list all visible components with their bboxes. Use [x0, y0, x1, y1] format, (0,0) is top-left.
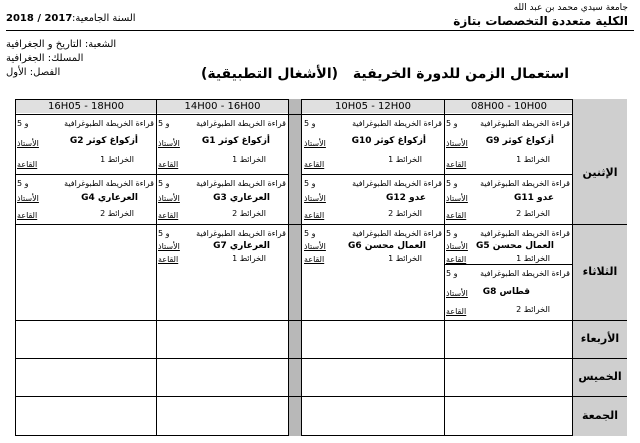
- group-name: العمال محسن G5: [475, 241, 554, 251]
- hall-name: الخرائط 1: [388, 254, 422, 263]
- session-cell: [303, 115, 444, 174]
- hall-label: القاعة: [158, 211, 179, 220]
- course-name: قراءة الخريطة الطبوغرافية: [480, 269, 570, 278]
- session-cell: [16, 115, 156, 174]
- hall-name: الخرائط 2: [516, 209, 550, 218]
- hall-name: الخرائط 1: [388, 155, 422, 164]
- group-name: العمال محسن G6: [347, 241, 426, 251]
- hall-name: الخرائط 2: [388, 209, 422, 218]
- hall-name: الخرائط 1: [232, 155, 266, 164]
- professor-label: الأستاذ: [17, 139, 39, 148]
- semester-code: و 5: [446, 179, 458, 188]
- hall-name: الخرائط 1: [232, 254, 266, 263]
- session-cell: [445, 225, 572, 264]
- professor-label: الأستاذ: [158, 139, 180, 148]
- professor-label: الأستاذ: [446, 139, 468, 148]
- hall-label: القاعة: [446, 307, 467, 316]
- professor-label: الأستاذ: [304, 139, 326, 148]
- slot-header: 08H00 - 10H00: [445, 100, 573, 113]
- slot-header: 10H05 - 12H00: [302, 100, 444, 113]
- course-name: قراءة الخريطة الطبوغرافية: [352, 119, 442, 128]
- day-wednesday: الأربعاء: [580, 332, 620, 345]
- hall-label: القاعة: [304, 160, 325, 169]
- professor-label: الأستاذ: [158, 194, 180, 203]
- grid-line: [15, 396, 627, 397]
- professor-label: الأستاذ: [446, 194, 468, 203]
- group-name: العرعاري G3: [213, 193, 270, 203]
- group-name: أزكواغ كوثر G9: [485, 136, 554, 146]
- header-divider: [6, 30, 634, 31]
- break-separator: [288, 99, 302, 436]
- hall-label: القاعة: [446, 255, 467, 264]
- session-cell: [445, 175, 572, 224]
- semester-code: و 5: [304, 229, 316, 238]
- hall-label: القاعة: [158, 160, 179, 169]
- group-name: العرعاري G4: [81, 193, 138, 203]
- day-tuesday: الثلاثاء: [582, 265, 618, 278]
- semester-code: و 5: [17, 179, 29, 188]
- track: المسلك: الجغرافية: [6, 53, 84, 64]
- hall-name: الخرائط 1: [516, 254, 550, 263]
- session-cell: [303, 225, 444, 265]
- group-name: أزكواغ كوثر G2: [69, 136, 138, 146]
- course-name: قراءة الخريطة الطبوغرافية: [480, 179, 570, 188]
- semester-code: و 5: [158, 229, 170, 238]
- hall-name: الخرائط 2: [232, 209, 266, 218]
- hall-label: القاعة: [17, 160, 38, 169]
- session-cell: [157, 175, 288, 224]
- group-name: عدو G12: [386, 193, 426, 203]
- semester-code: و 5: [446, 229, 458, 238]
- semester-code: و 5: [446, 119, 458, 128]
- semester-code: و 5: [304, 179, 316, 188]
- professor-label: الأستاذ: [158, 242, 180, 251]
- semester-code: و 5: [17, 119, 29, 128]
- group-name: قطاس G8: [482, 287, 530, 297]
- hall-label: القاعة: [446, 160, 467, 169]
- grid-line: [15, 320, 627, 321]
- semester: الفصل: الأول: [6, 67, 61, 78]
- semester-code: و 5: [158, 119, 170, 128]
- hall-name: الخرائط 1: [516, 155, 550, 164]
- page-title: [200, 66, 570, 82]
- professor-label: الأستاذ: [304, 194, 326, 203]
- session-cell: [445, 115, 572, 174]
- slot-header: 14H00 - 16H00: [157, 100, 288, 113]
- hall-label: القاعة: [446, 211, 467, 220]
- title-sub: (الأشغال التطبيقية): [200, 66, 339, 82]
- semester-code: و 5: [304, 119, 316, 128]
- semester-code: و 5: [446, 269, 458, 278]
- hall-name: الخرائط 2: [516, 305, 550, 314]
- session-cell: [303, 175, 444, 224]
- department: الشعبة: التاريخ و الجغرافية: [6, 39, 117, 50]
- session-cell: [157, 115, 288, 174]
- title-main: استعمال الزمن للدورة الخريفية: [352, 66, 570, 82]
- session-cell: [157, 225, 288, 265]
- day-thursday: الخميس: [578, 370, 622, 383]
- academic-year: 2018 / 2017: [6, 13, 73, 24]
- professor-label: الأستاذ: [446, 242, 468, 251]
- professor-label: الأستاذ: [304, 242, 326, 251]
- course-name: قراءة الخريطة الطبوغرافية: [352, 179, 442, 188]
- course-name: قراءة الخريطة الطبوغرافية: [480, 119, 570, 128]
- day-monday: الإثنين: [582, 166, 618, 179]
- course-name: قراءة الخريطة الطبوغرافية: [352, 229, 442, 238]
- slot-header: 16H05 - 18H00: [16, 100, 156, 113]
- hall-label: القاعة: [304, 211, 325, 220]
- hall-label: القاعة: [158, 255, 179, 264]
- faculty-name: الكلية متعددة التخصصات بتازة: [453, 14, 628, 28]
- group-name: أزكواغ كوثر G1: [201, 136, 270, 146]
- university-name: جامعة سيدي محمد بن عبد الله: [513, 3, 628, 13]
- day-friday: الجمعة: [581, 409, 619, 422]
- grid-line: [15, 358, 627, 359]
- group-name: أزكواغ كوثر G10: [351, 136, 426, 146]
- group-name: العرعاري G7: [213, 241, 270, 251]
- session-cell: [445, 265, 572, 320]
- professor-label: الأستاذ: [446, 289, 468, 298]
- hall-name: الخرائط 2: [100, 209, 134, 218]
- semester-code: و 5: [158, 179, 170, 188]
- hall-label: القاعة: [17, 211, 38, 220]
- group-name: عدو G11: [514, 193, 554, 203]
- hall-name: الخرائط 1: [100, 155, 134, 164]
- session-cell: [16, 175, 156, 224]
- course-name: قراءة الخريطة الطبوغرافية: [480, 229, 570, 238]
- course-name: قراءة الخريطة الطبوغرافية: [196, 179, 286, 188]
- course-name: قراءة الخريطة الطبوغرافية: [64, 179, 154, 188]
- course-name: قراءة الخريطة الطبوغرافية: [196, 119, 286, 128]
- course-name: قراءة الخريطة الطبوغرافية: [196, 229, 286, 238]
- professor-label: الأستاذ: [17, 194, 39, 203]
- academic-year-label: السنة الجامعية:: [72, 13, 136, 24]
- course-name: قراءة الخريطة الطبوغرافية: [64, 119, 154, 128]
- hall-label: القاعة: [304, 255, 325, 264]
